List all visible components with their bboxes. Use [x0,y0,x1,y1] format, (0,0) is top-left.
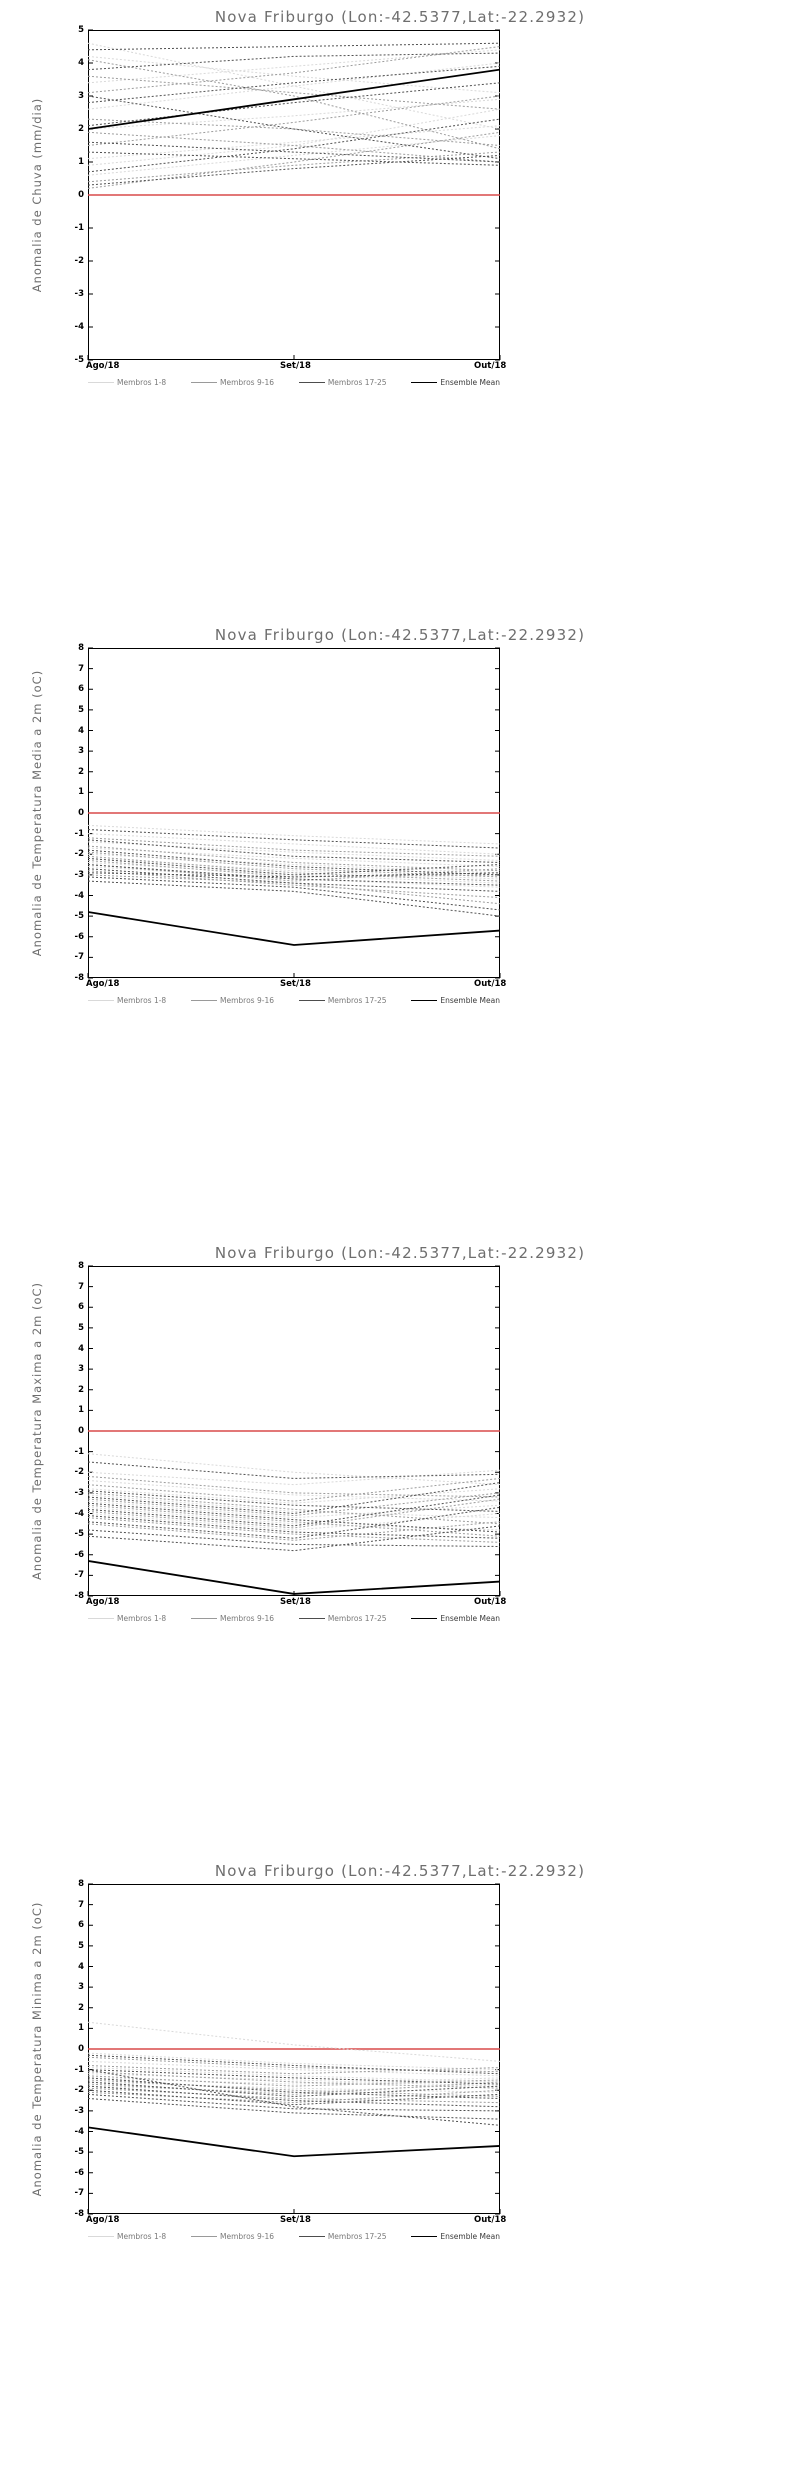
x-tick-label: Ago/18 [86,361,120,371]
member-line [88,1530,500,1547]
y-tick-label: 5 [78,1940,84,1951]
chart-panel [0,0,800,618]
y-tick-label: -7 [74,2188,84,2199]
x-tick-label: Set/18 [280,2215,311,2225]
series-canvas [0,618,800,1236]
x-tick-label: Ago/18 [86,2215,120,2225]
chart-title: Nova Friburgo (Lon:-42.5377,Lat:-22.2932) [214,8,586,26]
chart-title: Nova Friburgo (Lon:-42.5377,Lat:-22.2932) [214,1244,586,1262]
legend-swatch-icon [88,2236,114,2237]
legend-item [88,996,166,1005]
member-line [88,1522,500,1541]
legend-swatch-icon [191,1618,217,1619]
member-line [88,2061,500,2075]
member-line [88,1483,500,1514]
member-line [88,43,500,129]
legend-label: Membros 1-8 [117,2232,167,2241]
member-line [88,2055,500,2074]
y-tick-label: -2 [74,1467,84,1478]
y-tick-label: 0 [78,2044,84,2054]
legend-label: Membros 17-25 [327,2232,387,2241]
y-tick-label: 5 [78,704,84,715]
y-tick-label: -5 [74,2147,84,2158]
series-canvas [0,1236,800,1854]
member-line [88,2099,500,2120]
legend-item [191,2232,274,2241]
legend-item [191,378,274,387]
y-tick-label: -7 [74,1570,84,1581]
y-tick-label: 4 [78,1343,84,1354]
chart-panel [0,1854,800,2472]
member-line [88,838,500,857]
legend-label: Membros 9-16 [220,996,274,1005]
y-tick-label: -6 [74,1549,84,1560]
legend-swatch-icon [191,1000,217,1001]
chart-panel [0,618,800,1236]
y-tick-label: -8 [74,1591,84,1601]
y-tick-label: 3 [78,1982,84,1993]
member-line [88,2053,500,2070]
y-axis-label: Anomalia de Temperatura Minima a 2m (oC) [30,1901,44,2197]
legend-item [88,378,166,387]
y-tick-label: 3 [78,1364,84,1375]
member-line [88,109,500,165]
y-tick-label: 6 [78,684,84,695]
legend-item [191,1614,274,1623]
legend-label: Membros 1-8 [117,1614,167,1623]
legend-label: Membros 1-8 [117,996,167,1005]
legend-swatch-icon [299,1000,325,1001]
member-line [88,1518,500,1543]
x-tick-label: Set/18 [280,1597,311,1607]
legend-label: Membros 17-25 [327,996,387,1005]
y-tick-label: -6 [74,931,84,942]
y-tick-label: -2 [74,2085,84,2096]
series-canvas [0,1854,800,2472]
y-tick-label: 6 [78,1302,84,1313]
legend-label: Ensemble Mean [440,2232,500,2241]
member-line [88,2070,500,2126]
chart-legend [88,1614,500,1623]
member-line [88,1481,500,1502]
y-tick-label: 1 [78,2023,84,2034]
member-line [88,2057,500,2071]
y-tick-label: 5 [78,25,84,35]
y-tick-label: 1 [78,157,84,167]
member-line [88,2076,500,2086]
x-tick-label: Set/18 [280,361,311,371]
member-line [88,1499,500,1528]
legend-swatch-icon [299,2236,325,2237]
member-line [88,56,500,92]
legend-item [88,1614,166,1623]
y-tick-label: 2 [78,2002,84,2013]
member-line [88,877,500,910]
y-tick-label: -2 [74,256,84,266]
x-tick-label: Out/18 [474,2215,507,2225]
legend-item [299,378,387,387]
legend-label: Membros 9-16 [220,378,274,387]
y-tick-label: 2 [78,1384,84,1395]
legend-label: Ensemble Mean [440,996,500,1005]
y-tick-label: 1 [78,787,84,798]
legend-item [411,378,500,387]
y-tick-label: 3 [78,91,84,101]
y-tick-label: -2 [74,849,84,860]
y-tick-label: 0 [78,808,84,818]
member-line [88,1476,500,1497]
chart-legend [88,378,500,387]
legend-swatch-icon [299,382,325,383]
y-tick-label: 8 [78,1879,84,1889]
member-line [88,881,500,916]
y-tick-label: 8 [78,643,84,653]
y-tick-label: 4 [78,1961,84,1972]
y-tick-label: -5 [74,1529,84,1540]
y-tick-label: 7 [78,663,84,674]
legend-swatch-icon [191,382,217,383]
y-tick-label: -1 [74,2064,84,2075]
chart-title: Nova Friburgo (Lon:-42.5377,Lat:-22.2932) [214,626,586,644]
legend-item [191,996,274,1005]
member-line [88,1505,500,1536]
member-line [88,66,500,102]
legend-label: Membros 9-16 [220,1614,274,1623]
legend-label: Membros 9-16 [220,2232,274,2241]
legend-swatch-icon [411,382,437,383]
legend-label: Ensemble Mean [440,378,500,387]
member-line [88,96,500,159]
legend-swatch-icon [411,1618,437,1619]
y-tick-label: -3 [74,869,84,880]
member-line [88,2022,500,2061]
y-tick-label: -4 [74,322,84,332]
x-tick-label: Out/18 [474,979,507,989]
member-line [88,155,500,185]
member-line [88,875,500,904]
x-tick-label: Ago/18 [86,979,120,989]
y-tick-label: 0 [78,190,84,200]
member-line [88,132,500,188]
legend-item [299,996,387,1005]
legend-swatch-icon [88,382,114,383]
y-tick-label: -1 [74,223,84,233]
y-tick-label: -3 [74,289,84,299]
legend-item [88,2232,166,2241]
y-axis-label: Anomalia de Temperatura Maxima a 2m (oC) [30,1281,44,1581]
member-line [88,142,500,162]
y-tick-label: -5 [74,911,84,922]
x-tick-label: Set/18 [280,979,311,989]
legend-swatch-icon [411,2236,437,2237]
y-tick-label: -1 [74,828,84,839]
series-canvas [0,0,800,618]
y-axis-label: Anomalia de Temperatura Media a 2m (oC) [30,669,44,957]
y-tick-label: -6 [74,2167,84,2178]
member-line [88,132,500,162]
y-tick-label: -4 [74,1508,84,1519]
y-tick-label: -8 [74,973,84,983]
legend-item [411,2232,500,2241]
y-tick-label: -1 [74,1446,84,1457]
y-tick-label: -8 [74,2209,84,2219]
x-tick-label: Ago/18 [86,1597,120,1607]
y-tick-label: 5 [78,1322,84,1333]
y-tick-label: 4 [78,58,84,68]
member-line [88,2090,500,2102]
y-tick-label: 2 [78,766,84,777]
member-line [88,846,500,871]
y-tick-label: 4 [78,725,84,736]
y-tick-label: -5 [74,355,84,365]
legend-label: Ensemble Mean [440,1614,500,1623]
legend-label: Membros 1-8 [117,378,167,387]
legend-label: Membros 17-25 [327,378,387,387]
chart-legend [88,996,500,1005]
member-line [88,2086,500,2107]
legend-label: Membros 17-25 [327,1614,387,1623]
member-line [88,1526,500,1551]
y-tick-label: 8 [78,1261,84,1271]
y-tick-label: -7 [74,952,84,963]
y-tick-label: -3 [74,1487,84,1498]
legend-swatch-icon [411,1000,437,1001]
legend-swatch-icon [88,1618,114,1619]
member-line [88,63,500,109]
y-tick-label: 3 [78,746,84,757]
legend-item [411,996,500,1005]
ensemble-mean-line [88,912,500,945]
member-line [88,1489,500,1503]
y-tick-label: 7 [78,1899,84,1910]
legend-swatch-icon [191,2236,217,2237]
y-tick-label: 7 [78,1281,84,1292]
legend-item [411,1614,500,1623]
x-tick-label: Out/18 [474,1597,507,1607]
member-line [88,1493,500,1524]
x-tick-label: Out/18 [474,361,507,371]
chart-legend [88,2232,500,2241]
y-tick-label: -4 [74,2126,84,2137]
y-tick-label: 0 [78,1426,84,1436]
legend-item [299,2232,387,2241]
member-line [88,1454,500,1485]
member-line [88,53,500,70]
y-tick-label: 1 [78,1405,84,1416]
y-tick-label: -4 [74,890,84,901]
y-axis-label: Anomalia de Chuva (mm/dia) [30,97,44,293]
ensemble-mean-line [88,1561,500,1594]
y-tick-label: 6 [78,1920,84,1931]
legend-swatch-icon [88,1000,114,1001]
y-tick-label: 2 [78,124,84,134]
ensemble-mean-line [88,2127,500,2156]
member-line [88,43,500,50]
member-line [88,1516,500,1539]
chart-title: Nova Friburgo (Lon:-42.5377,Lat:-22.2932) [214,1862,586,1880]
legend-item [299,1614,387,1623]
y-tick-label: -3 [74,2105,84,2116]
member-line [88,152,500,165]
chart-panel [0,1236,800,1854]
member-line [88,152,500,182]
legend-swatch-icon [299,1618,325,1619]
member-line [88,1470,500,1484]
member-line [88,1491,500,1512]
